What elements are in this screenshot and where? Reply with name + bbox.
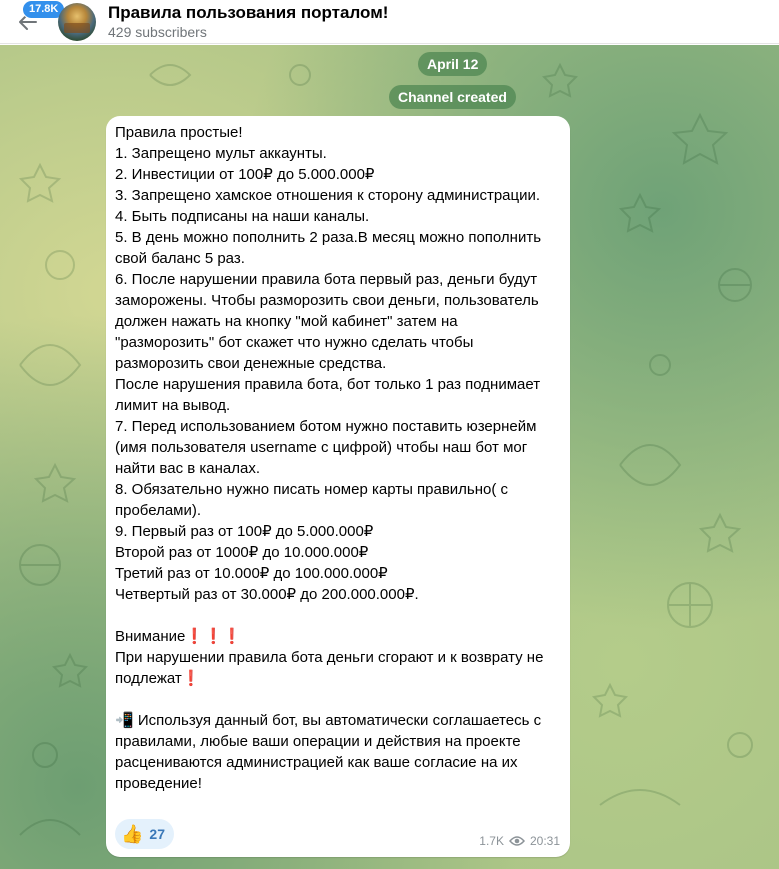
reaction-count: 27 xyxy=(149,826,165,842)
exclamation-icon: ❗ xyxy=(181,670,201,687)
message-time: 20:31 xyxy=(529,834,560,848)
channel-avatar[interactable] xyxy=(58,3,96,41)
message-line: 8. Обязательно нужно писать номер карты правильно( с пробелами). xyxy=(115,481,513,519)
eye-icon xyxy=(509,835,525,847)
unread-count-badge: 17.8K xyxy=(22,0,65,19)
message-line: Правила простые! xyxy=(115,124,243,141)
attention-label: Внимание xyxy=(115,628,186,645)
message-line: Третий раз от 10.000₽ до 100.000.000₽ xyxy=(115,565,388,582)
back-button[interactable] xyxy=(8,3,59,38)
message-line: 9. Первый раз от 100₽ до 5.000.000₽ xyxy=(115,523,374,540)
agreement-text: Используя данный бот, вы автоматически соглашаетесь с правилами, любые ваши операции и действия на проекте расцениваются администрацией как ваше согласие на их проведение! xyxy=(115,712,546,792)
message-line: Второй раз от 1000₽ до 10.000.000₽ xyxy=(115,544,369,561)
warning-text: При нарушении правила бота деньги сгорают и к возврату не подлежат xyxy=(115,649,548,687)
message-line: 7. Перед использованием ботом нужно поставить юзернейм (имя пользователя username с цифрой) чтобы наш бот мог найти вас в каналах. xyxy=(115,418,541,477)
chat-area xyxy=(0,45,779,869)
message-line: 1. Запрещено мульт аккаунты. xyxy=(115,145,327,162)
message-line: 2. Инвестиции от 100₽ до 5.000.000₽ xyxy=(115,166,375,183)
message-bubble[interactable] xyxy=(106,116,570,857)
view-count: 1.7K xyxy=(479,834,504,848)
thumbs-up-icon: 👍 xyxy=(121,824,144,844)
message-line: 4. Быть подписаны на наши каналы. xyxy=(115,208,370,225)
message-line: 6. После нарушении правила бота первый раз, деньги будут заморожены. Чтобы разморозить свои деньги, пользователь должен нажать на кнопку "мой кабинет" затем на "разморозить" бот скажет что нужно сделать чтобы разморозить свои денежные средства. xyxy=(115,271,543,372)
service-message: Channel created xyxy=(389,85,516,109)
subscriber-count: 429 subscribers xyxy=(108,24,207,40)
chat-header xyxy=(0,0,779,44)
message-line: 3. Запрещено хамское отношения к сторону администрации. xyxy=(115,187,541,204)
message-line: После нарушения правила бота, бот только 1 раз поднимает лимит на вывод. xyxy=(115,376,545,414)
exclamation-icon: ❗❗❗ xyxy=(185,628,242,645)
message-line: Четвертый раз от 30.000₽ до 200.000.000₽. xyxy=(115,586,419,603)
message-text xyxy=(115,122,560,794)
date-separator: April 12 xyxy=(418,52,487,76)
message-line: 5. В день можно пополнить 2 раза.В месяц можно пополнить свой баланс 5 раз. xyxy=(115,229,546,267)
channel-title[interactable]: Правила пользования порталом! xyxy=(108,3,389,22)
message-meta xyxy=(479,834,560,848)
reaction-thumbs-up[interactable] xyxy=(115,819,174,849)
mobile-phone-arrow-icon: 📲 xyxy=(115,712,134,729)
